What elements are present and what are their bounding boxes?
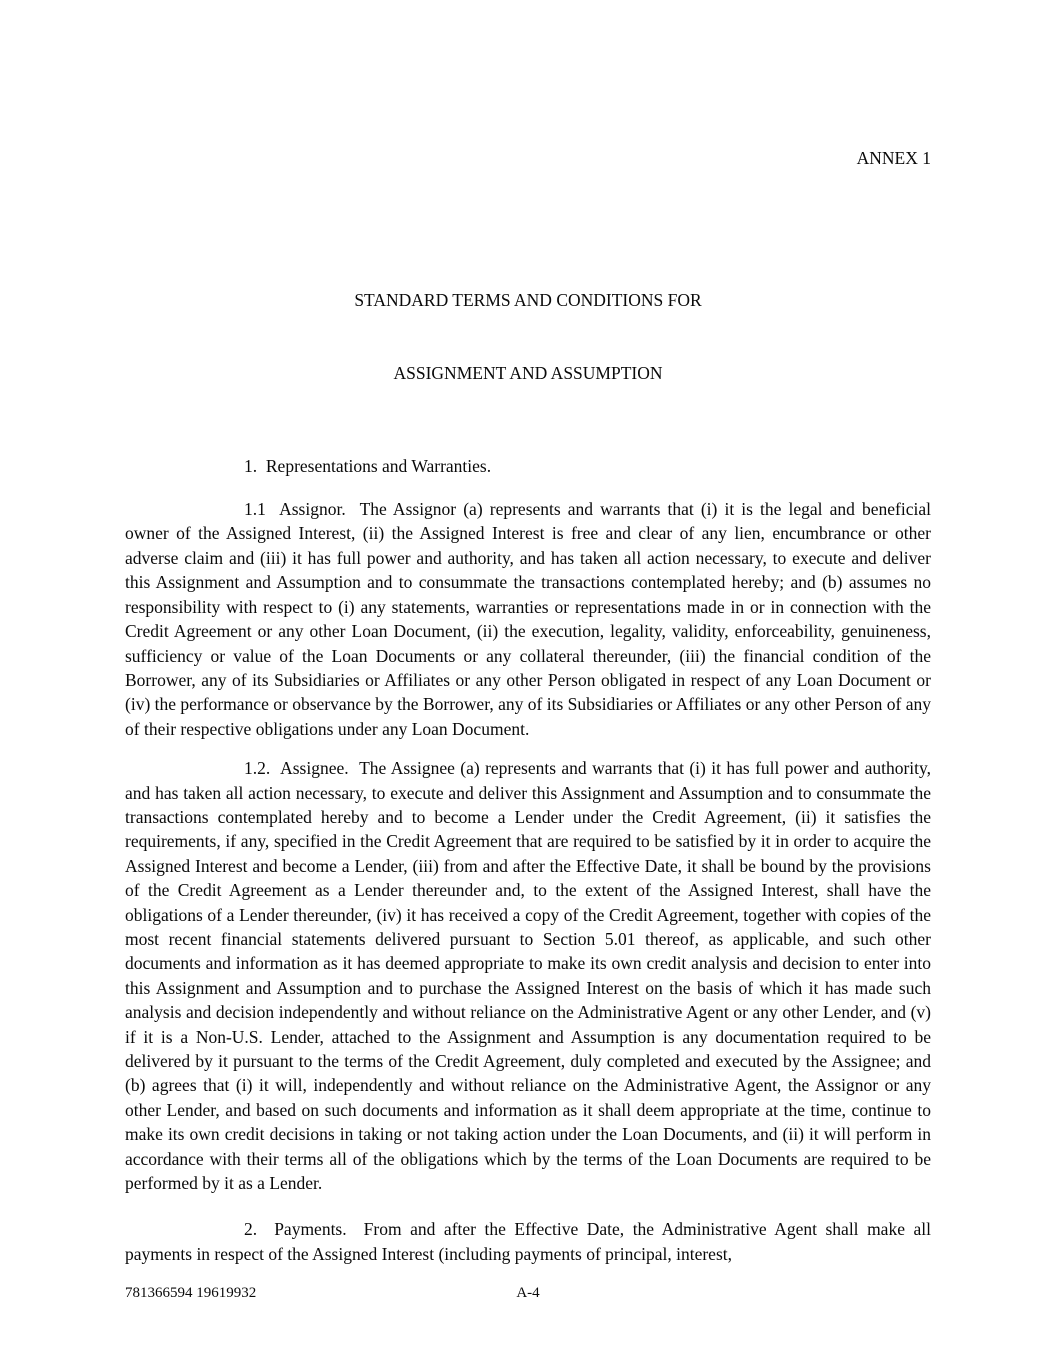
- footer-page-number: A-4: [516, 1285, 540, 1301]
- document-title-line-2: ASSIGNMENT AND ASSUMPTION: [393, 363, 663, 384]
- section-1-heading: 1. Representations and Warranties.: [244, 455, 492, 476]
- document-content: [125, 0, 936, 1266]
- annex-label: ANNEX 1: [856, 148, 931, 168]
- paragraph-1-1-assignor: 1.1 Assignor. The Assignor (a) represents and warrants that (i) it is the legal and beneficial owner of the Assigned Interest, (ii) the Assigned Interest is free and clear of any lien, encumbrance or other adverse claim and (iii) it has full power and authority, and has taken all action necessary, to execute and deliver this Assignment and Assumption and to consummate the transactions contemplated hereby; and (b) assumes no responsibility with respect to (i) any statements, warranties or representations made in or in connection with the Credit Agreement or any other Loan Document, (ii) the execution, legality, validity, enforceability, genuineness, sufficiency or value of the Loan Documents or any collateral thereunder, (iii) the financial condition of the Borrower, any of its Subsidiaries or Affiliates or any other Person obligated in respect of any Loan Document or (iv) the performance or observance by the Borrower, any of its Subsidiaries or Affiliates or any other Person of any of their respective obligations under any Loan Document.: [125, 499, 936, 739]
- document-title: [125, 239, 931, 434]
- footer-doc-number: 781366594 19619932: [125, 1285, 257, 1301]
- paragraph-1-2-assignee: 1.2. Assignee. The Assignee (a) represents and warrants that (i) it has full power and authority, and has taken all action necessary, to execute and deliver this Assignment and Assumption and to consummate the transactions contemplated hereby and to become a Lender under the Credit Agreement, (ii) it satisfies the requirements, if any, specified in the Credit Agreement that are required to be satisfied by it in order to acquire the Assigned Interest and become a Lender, (iii) from and after the Effective Date, it shall be bound by the provisions of the Credit Agreement as a Lender thereunder and, to the extent of the Assigned Interest, shall have the obligations of a Lender thereunder, (iv) it has received a copy of the Credit Agreement, together with copies of the most recent financial statements delivered pursuant to Section 5.01 thereof, as applicable, and such other documents and information as it has deemed appropriate to make its own credit analysis and decision to enter into this Assignment and Assumption and to purchase the Assigned Interest on the basis of which it has made such analysis and decision independently and without reliance on the Administrative Agent or any other Lender, and (v) if it is a Non-U.S. Lender, attached to the Assignment and Assumption is any documentation required to be delivered by it pursuant to the terms of the Credit Agreement, duly completed and executed by the Assignee; and (b) agrees that (i) it will, independently and without reliance on the Administrative Agent, the Assignor or any other Lender, and based on such documents and information as it shall deem appropriate at the time, continue to make its own credit decisions in taking or not taking action under the Loan Documents, and (ii) it will perform in accordance with their terms all of the obligations which by the terms of the Loan Documents are required to be performed by it as a Lender.: [125, 758, 936, 1194]
- paragraph-2-payments: 2. Payments. From and after the Effective Date, the Administrative Agent shall make all payments in respect of the Assigned Interest (including payments of principal, interest,: [125, 1219, 936, 1264]
- document-title-line-1: STANDARD TERMS AND CONDITIONS FOR: [354, 290, 702, 311]
